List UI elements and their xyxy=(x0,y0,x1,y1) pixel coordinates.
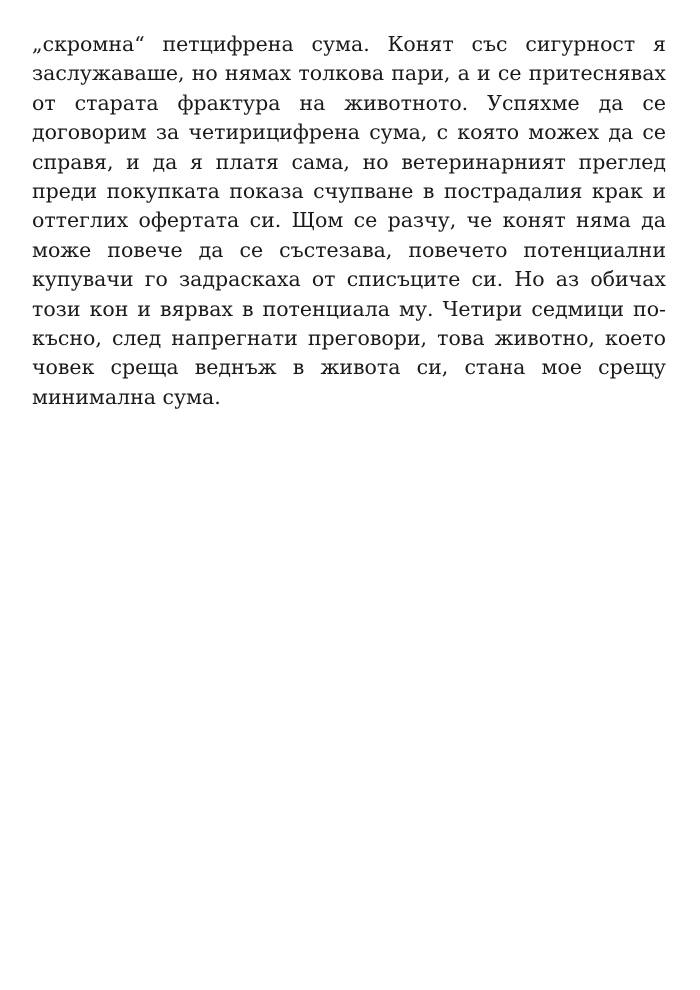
body-paragraph: „скромна“ петцифрена сума. Конят със сигурност я заслужаваше, но нямах толкова пари, а и се притеснявах от старата фрактура на животното. Успяхме да се договорим за четирицифрена сума, с която можех да се справя, и да я платя сама, но ветеринарният преглед преди покупката показа счупване в пострадалия крак и оттеглих офертата си. Щом се разчу, че конят няма да може повече да се състезава, повечето потенциални купувачи го задраскаха от списъците си. Но аз обичах този кон и вярвах в потенциала му. Четири седмици по-късно, след напрегнати преговори, това животно, което човек среща веднъж в живота си, стана мое срещу минимална сума. xyxy=(32,32,666,409)
